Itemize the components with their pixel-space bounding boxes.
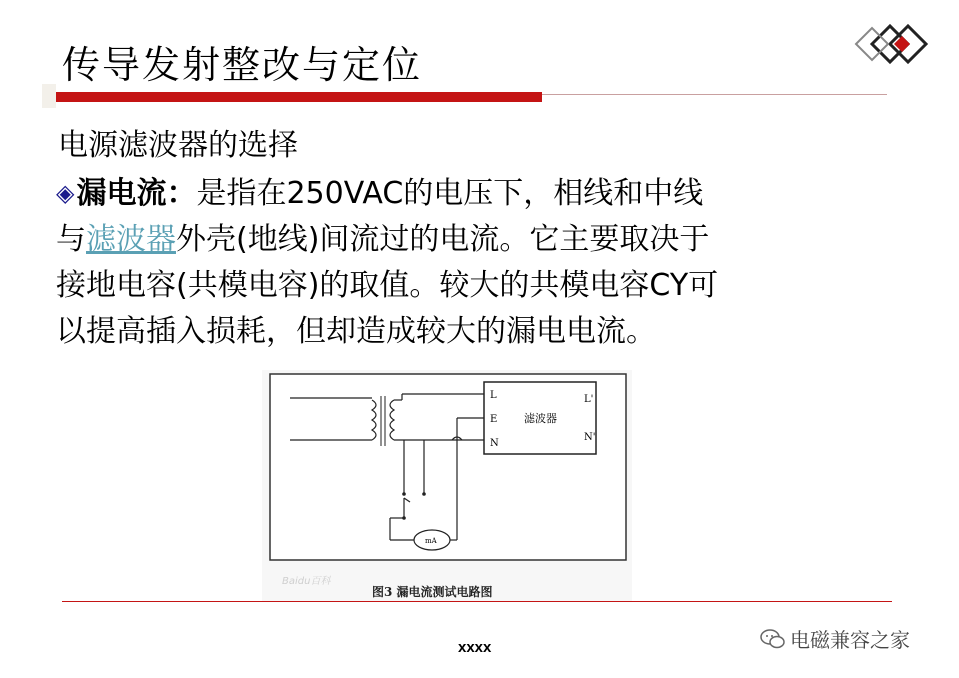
company-logo-icon (850, 14, 940, 74)
label-n-prime: N' (584, 432, 596, 443)
label-n: N (490, 438, 499, 449)
title-underline-red (56, 92, 542, 102)
wechat-icon (760, 628, 786, 650)
label-l-prime: L' (584, 394, 594, 405)
section-subtitle: 电源滤波器的选择 (58, 128, 298, 163)
filter-link[interactable]: 滤波器 (86, 222, 176, 257)
title-underline-thin (542, 94, 887, 95)
line4-text: 以提高插入损耗，但却造成较大的漏电电流。 (56, 314, 656, 349)
bullet-term: 漏电流： (76, 176, 197, 211)
line2-post: 外壳(地线)间流过的电流。它主要取决于 (176, 222, 710, 257)
wechat-watermark (760, 624, 910, 653)
line1-text: 是指在250VAC的电压下，相线和中线 (196, 176, 704, 211)
line3-text: 接地电容(共模电容)的取值。较大的共模电容CY可 (56, 268, 719, 303)
label-l: L (490, 390, 497, 401)
figure-watermark: Baidu百科 (282, 576, 331, 587)
footer-divider (62, 601, 892, 602)
wechat-account-name: 电磁兼容之家 (790, 628, 910, 652)
label-e: E (490, 414, 498, 425)
title-bar-shadow (42, 84, 56, 108)
footer-text: xxxx (458, 639, 492, 656)
diamond-bullet-icon: ◈ (56, 179, 75, 207)
filter-box-label: 滤波器 (524, 412, 557, 425)
page-title: 传导发射整改与定位 (62, 43, 423, 87)
body-paragraph (56, 170, 876, 355)
figure-caption: 图3 漏电流测试电路图 (372, 585, 493, 599)
meter-label: mA (425, 537, 437, 545)
leakage-test-circuit-diagram (262, 370, 632, 602)
line2-pre: 与 (56, 222, 86, 257)
